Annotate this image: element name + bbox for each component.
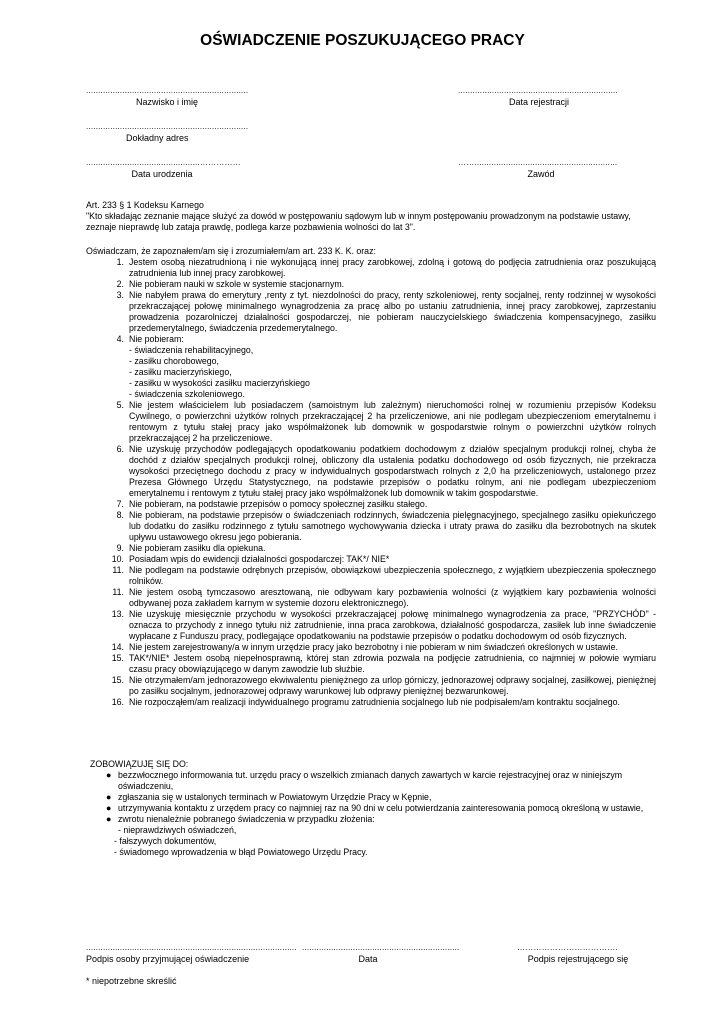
declaration-item-number: 8. [116, 510, 124, 520]
address-dotted-line: ................................................................... [86, 122, 249, 131]
obligation-item-text: zgłaszania się w ustalonych terminach w Powiatowym Urzędzie Pracy w Kępnie, [118, 792, 432, 802]
official-signature-field[interactable] [86, 943, 297, 965]
bullet-icon: ● [106, 770, 112, 780]
declaration-item-number: 11. [112, 587, 124, 597]
obligations-list [86, 770, 656, 858]
declaration-item-text: Nie rozpocząłem/am realizacji indywidualnego programu zatrudnienia socjalnego lub nie podpisałem/am kontraktu socjalnego. [129, 697, 620, 707]
obligation-item [86, 792, 656, 803]
declaration-item-number: 2. [116, 279, 124, 289]
declaration-item-text: Nie pobieram: [129, 334, 184, 344]
registrant-signature-label: Podpis rejestrującego się [527, 954, 629, 964]
declaration-item-text: Nie pobieram, na podstawie przepisów o pomocy społecznej zasiłku stałego. [129, 499, 428, 509]
declaration-item-text: Jestem osobą niezatrudnioną i nie wykonującą innej pracy zarobkowej, zdolną i gotową do podjęcia zatrudnienia oraz poszukującą zatrudnienia lub innej pracy zarobkowej. [129, 257, 656, 278]
obligation-item-text: utrzymywania kontaktu z urzędem pracy co najmniej raz na 90 dni w celu potwierdzania zainteresowania pomocą określoną w ustawie, [118, 803, 644, 813]
profession-dotted-line: ……........................................................... [458, 158, 618, 167]
article-reference: Art. 233 § 1 Kodeksu Karnego [86, 200, 204, 210]
profession-field[interactable] [458, 158, 624, 180]
bullet-icon: ● [106, 803, 112, 813]
registrant-signature-dotted-line: ………………………………. [517, 943, 618, 952]
article-section [86, 200, 656, 233]
registration-date-label: Data rejestracji [508, 97, 570, 107]
name-dotted-line: ................................................................... [86, 86, 249, 95]
page-title: OŚWIADCZENIE POSZUKUJĄCEGO PRACY [200, 32, 525, 49]
declaration-item-number: 7. [116, 499, 124, 509]
bullet-icon: ● [106, 792, 112, 802]
declaration-item [86, 609, 656, 642]
declaration-item-number: 15. [111, 653, 124, 663]
declaration-subitem: - świadczenia rehabilitacyjnego, [129, 345, 254, 355]
declaration-item-number: 14. [111, 642, 124, 652]
bullet-icon: ● [106, 814, 112, 824]
declaration-subitem: - zasiłku macierzyńskiego, [129, 367, 232, 377]
declaration-item [86, 675, 656, 697]
obligation-subitem: - świadomego wprowadzenia w błąd Powiatowego Urzędu Pracy. [114, 847, 368, 857]
declaration-item [86, 499, 656, 510]
declaration-item-text: Nie podlegam na podstawie odrębnych przepisów, obowiązkowi ubezpieczenia społecznego, z wyjątkiem ubezpieczenia społecznego rolników. [129, 565, 656, 586]
address-field[interactable] [86, 122, 248, 144]
footnote: * niepotrzebne skreślić [86, 976, 177, 986]
obligation-item-text: bezzwłocznego informowania tut. urzędu pracy o wszelkich zmianach danych zawartych w karcie rejestracyjnej oraz w niniejszym oświadczeniu, [118, 770, 623, 791]
declaration-item [86, 510, 656, 543]
name-label: Nazwisko i imię [135, 97, 198, 107]
declaration-item [86, 400, 656, 444]
declaration-item-text: Nie pobieram nauki w szkole w systemie stacjonarnym. [129, 279, 345, 289]
declaration-item-number: 4. [116, 334, 124, 344]
registration-date-dotted-line: .................................................................. [458, 86, 618, 95]
declaration-item [86, 334, 656, 400]
declaration-subitem: - świadczenia szkoleniowego. [129, 389, 245, 399]
obligation-item [86, 803, 656, 814]
birth-date-dotted-line: ...............................................…………… [86, 158, 241, 167]
declaration-section [86, 246, 656, 708]
declaration-intro: Oświadczam, że zapoznałem/am się i zrozumiałem/am art. 233 K. K. oraz: [86, 246, 376, 256]
obligation-item-text: zwrotu nienależnie pobranego świadczenia w przypadku złożenia: [118, 814, 375, 824]
declaration-item [86, 554, 656, 565]
declaration-item [86, 543, 656, 554]
declaration-item-number: 16. [111, 697, 124, 707]
obligation-item [86, 770, 656, 792]
registrant-signature-field[interactable] [517, 943, 639, 965]
declaration-item [86, 290, 656, 334]
obligation-subitem: - nieprawdziwych oświadczeń, [118, 825, 237, 835]
declaration-item-text: Nie otrzymałem/am jednorazowego ekwiwalentu pieniężnego za urlop górniczy, jednorazowej odprawy socjalnej, zasiłkowej, pieniężnej po zasiłku socjalnym, jednorazowej odprawy warunkowej lub odprawy pieniężnej bezwarunkowej. [129, 675, 656, 696]
declaration-item-number: 1. [116, 257, 124, 267]
declaration-item-number: 11. [112, 565, 124, 575]
official-signature-label: Podpis osoby przyjmującej oświadczenie [86, 954, 250, 964]
declaration-item-text: Nie pobieram zasiłku dla opiekuna. [129, 543, 266, 553]
declaration-item [86, 587, 656, 609]
declaration-list [86, 257, 656, 708]
date-signature-dotted-line: ................................................................. [302, 943, 460, 952]
declaration-item [86, 642, 656, 653]
declaration-item-number: 6. [116, 444, 124, 454]
birth-date-label: Data urodzenia [131, 169, 193, 179]
declaration-item-text: Nie uzyskuję miesięcznie przychodu w wysokości przekraczającej połowę minimalnego wynagrodzenia za prace, "PRZYCHÓD" - oznacza to przychody z innego tytułu niż zatrudnienie, inna praca zarobkowa, działalność gospodarcza, zasiłek lub inne świadczenie wypłacane z Funduszu pracy, podlegające opodatkowaniu na podstawie przepisów o podatku dochodowym od osób fizycznych. [129, 609, 656, 641]
declaration-item-text: Nie uzyskuję przychodów podlegających opodatkowaniu podatkiem dochodowym z działów specjalnym produkcji rolnej, chyba że dochód z działów specjalnych produkcji rolnej, obliczony dla ustalenia podatku dochodowego od osób fizycznych, nie przekracza wysokości przeciętnego dochodu z pracy w indywidualnych gospodarstwach rolnych z 2,0 ha przeliczeniowych, ustalonego przez Prezesa Głównego Urzędu Statystycznego, na podstawie przepisów o podatku rolnym, ani nie podlegam ubezpieczeniom emerytalnemu i rentowym z tytułu stałej pracy jako współmałżonek lub domownik w takim gospodarstwie. [129, 444, 656, 498]
article-quote: "Kto składając zeznanie mające służyć za dowód w postępowaniu sądowym lub w innym postępowaniu prowadzonym na podstawie ustawy, zeznaje nieprawdę lub zataja prawdę, podlega karze pozbawienia wolności do lat 3". [86, 211, 631, 232]
declaration-item-number: 13. [111, 609, 124, 619]
obligation-subitem: - fałszywych dokumentów, [114, 836, 217, 846]
declaration-item-text: Nie jestem zarejestrowany/a w innym urzędzie pracy jako bezrobotny i nie pobieram w nim świadczeń określonych w ustawie. [129, 642, 618, 652]
declaration-item-text: Nie jestem osobą tymczasowo aresztowaną, nie odbywam kary pozbawienia wolności (z wyjątkiem kary pozbawienia wolności odbywanej poza zakładem karnym w systemie dozoru elektronicznego). [129, 587, 656, 608]
birth-date-field[interactable] [86, 158, 241, 180]
obligation-item [86, 814, 656, 858]
declaration-item [86, 444, 656, 499]
declaration-item [86, 565, 656, 587]
declaration-item-text: TAK*/NIE* Jestem osobą niepełnosprawną, której stan zdrowia pozwala na podjęcie zatrudnienia, co najmniej w połowie wymiaru czasu pracy obowiązującego w danym zawodzie lub służbie. [129, 653, 656, 674]
declaration-item-number: 5. [116, 400, 124, 410]
declaration-item [86, 697, 656, 708]
declaration-item-text: Nie jestem właścicielem lub posiadaczem (samoistnym lub zależnym) nieruchomości rolnej w rozumieniu przepisów Kodeksu Cywilnego, o powierzchni użytków rolnych przekraczającej 2 ha przeliczeniowe, ani nie podlegam ubezpieczeniom emerytalnemu i rentowym z tytułu stałej pracy jako współmałżonek lub domownik w gospodarstwie rolnym o powierzchni użytków rolnych przekraczającej 2 ha przeliczeniowe. [129, 400, 656, 443]
official-signature-dotted-line: ....................................................................................... [86, 943, 297, 952]
declaration-item-number: 10. [111, 554, 124, 564]
obligations-heading: ZOBOWIĄZUJĘ SIĘ DO: [90, 759, 189, 769]
date-signature-field[interactable] [302, 943, 460, 965]
declaration-item-text: Nie nabyłem prawa do emerytury ,renty z tyt. niezdolności do pracy, renty szkoleniowej, renty socjalnej, renty rodzinnej w wysokości przekraczającej połowę minimalnego wynagrodzenia za pracę albo po ustaniu zatrudnienia, innej pracy zarobkowej, zaprzestaniu prowadzenia pozarolniczej działalności gospodarczej, nie pobieram nauczycielskiego świadczenia kompensacyjnego, zasiłku przedemerytalnego, świadczenia przedemerytalnego. [129, 290, 656, 333]
declaration-item-text: Posiadam wpis do ewidencji działalności gospodarczej: TAK*/ NIE* [129, 554, 390, 564]
declaration-item [86, 653, 656, 675]
declaration-item [86, 279, 656, 290]
address-label: Dokładny adres [126, 133, 189, 143]
obligations-section [86, 759, 656, 858]
declaration-item-number: 3. [116, 290, 124, 300]
profession-label: Zawód [527, 169, 555, 179]
declaration-item-number: 15. [111, 675, 124, 685]
name-field[interactable] [86, 86, 248, 108]
declaration-item [86, 257, 656, 279]
registration-date-field[interactable] [458, 86, 620, 108]
declaration-item-number: 9. [116, 543, 124, 553]
declaration-subitem: - zasiłku w wysokości zasiłku macierzyńskiego [129, 378, 310, 388]
declaration-subitem: - zasiłku chorobowego, [129, 356, 219, 366]
date-signature-label: Data [358, 954, 378, 964]
declaration-item-text: Nie pobieram, na podstawie przepisów o świadczeniach rodzinnych, świadczenia pielęgnacyjnego, specjalnego zasiłku opiekuńczego lub dodatku do zasiłku rodzinnego z tytułu samotnego wychowywania dziecka i utraty prawa do zasiłku dla bezrobotnych na skutek upływu ustawowego okresu jego pobierania. [129, 510, 656, 542]
